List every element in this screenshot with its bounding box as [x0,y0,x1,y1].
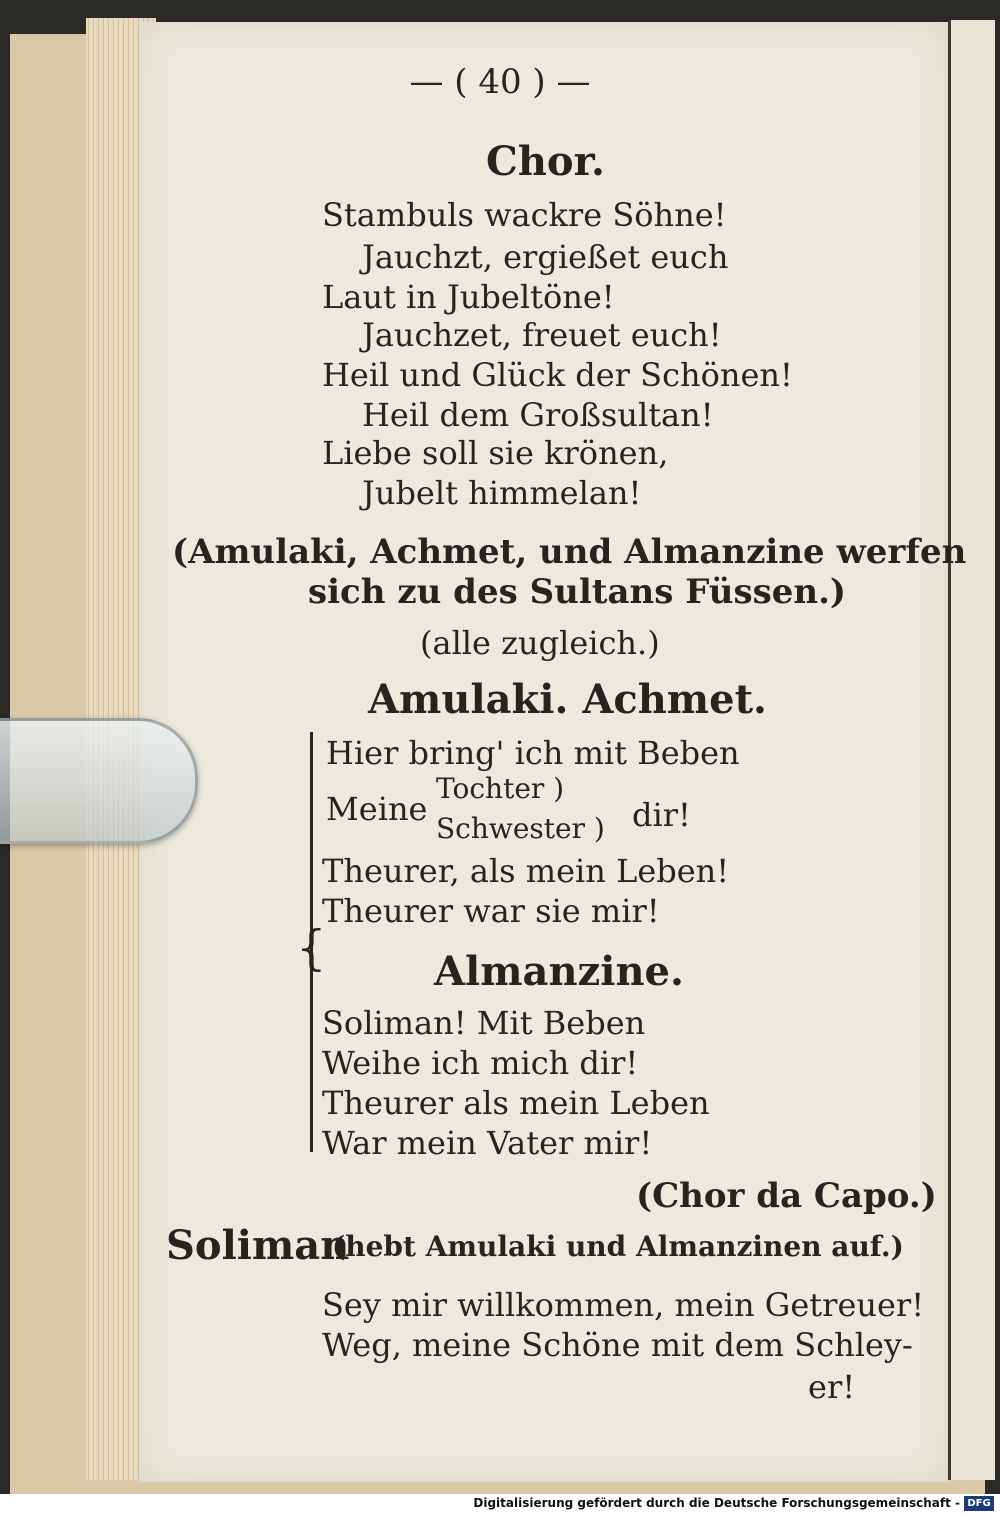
page-number: — ( 40 ) — [409,62,591,102]
verse-line: Weihe ich mich dir! [322,1044,639,1082]
verse-line: Soliman! Mit Beben [322,1004,646,1042]
verse-line: Sey mir willkommen, mein Getreuer! [322,1286,925,1324]
verse-alternative: Schwester ) [436,812,605,845]
verse-line: dir! [632,796,691,834]
footer-bar [0,1494,1000,1514]
dfg-logo: DFG [964,1496,994,1511]
chor-line: Liebe soll sie krönen, [322,434,669,472]
speaker-name: Almanzine. [434,948,684,995]
stage-direction: (Amulaki, Achmet, und Almanzine werfen [172,532,967,572]
verse-line: Meine [326,790,428,828]
verse-line: Theurer als mein Leben [322,1084,710,1122]
stage-direction: (hebt Amulaki und Almanzinen auf.) [332,1230,904,1263]
chor-heading: Chor. [486,138,605,185]
chor-line: Heil und Glück der Schönen! [322,356,793,394]
stage-direction: (alle zugleich.) [420,624,660,662]
chor-line: Laut in Jubeltöne! [322,278,615,316]
speaker-names: Amulaki. Achmet. [368,676,767,723]
footer-credit: Digitalisierung gefördert durch die Deutsche Forschungsgemeinschaft - [473,1496,960,1510]
verse-line: Hier bring' ich mit Beben [326,734,740,772]
chor-line: Jauchzt, ergießet euch [362,238,729,276]
verse-line: War mein Vater mir! [322,1124,653,1162]
speaker-name: Soliman [166,1222,350,1269]
verse-line: Weg, meine Schöne mit dem Schley- [322,1326,913,1364]
chor-line: Stambuls wackre Söhne! [322,196,727,234]
page-clip [0,718,198,844]
verse-line: er! [808,1368,856,1406]
verse-line: Theurer, als mein Leben! [322,852,730,890]
verse-alternative: Tochter ) [436,772,565,805]
verse-line: Theurer war sie mir! [322,892,660,930]
chor-line: Heil dem Großsultan! [362,396,714,434]
verse-brace: { [296,920,327,976]
stage-direction: (Chor da Capo.) [636,1176,937,1216]
chor-line: Jubelt himmelan! [362,474,642,512]
stage-direction: sich zu des Sultans Füssen.) [308,572,847,612]
chor-line: Jauchzet, freuet euch! [362,316,722,354]
next-page-edge [948,20,995,1480]
